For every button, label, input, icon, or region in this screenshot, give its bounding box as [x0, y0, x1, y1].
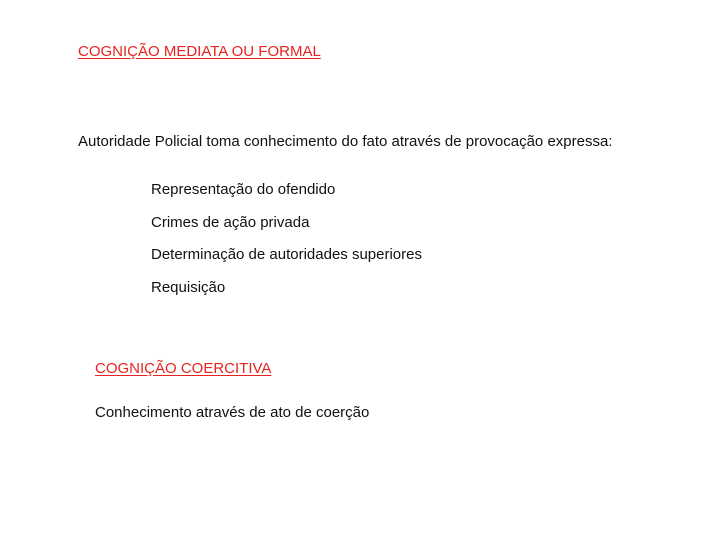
section-title-coercitiva: COGNIÇÃO COERCITIVA [95, 360, 272, 377]
list-item-determinacao: Determinação de autoridades superiores [151, 246, 422, 263]
provocation-list [151, 180, 422, 310]
intro-text: Autoridade Policial toma conhecimento do fato através de provocação expressa: [78, 133, 613, 150]
coercion-text: Conhecimento através de ato de coerção [95, 404, 370, 421]
list-item-requisicao: Requisição [151, 278, 226, 296]
list-item-crimes-acao-privada: Crimes de ação privada [151, 213, 310, 231]
list-item-representacao: Representação do ofendido [151, 181, 336, 198]
section-title-mediata: COGNIÇÃO MEDIATA OU FORMAL [78, 43, 321, 60]
